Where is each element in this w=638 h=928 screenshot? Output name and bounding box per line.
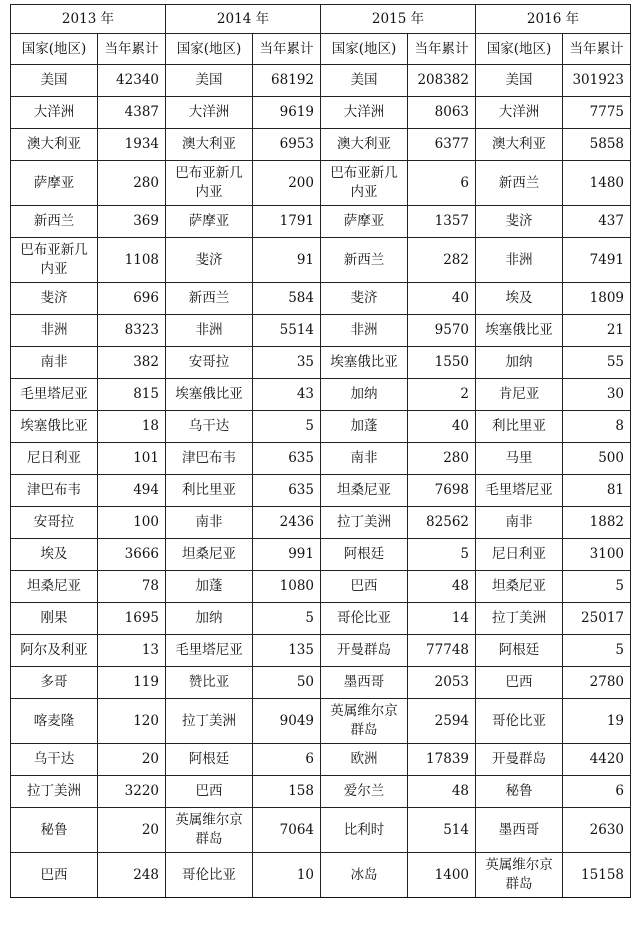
table-row [11,443,631,475]
country-cell: 利比里亚 [166,475,253,507]
country-cell: 哥伦比亚 [476,699,563,744]
table-row [11,129,631,161]
cumulative-cell: 991 [253,539,321,571]
cumulative-cell: 1695 [98,603,166,635]
country-cell: 加纳 [476,347,563,379]
country-cell: 新西兰 [321,238,408,283]
country-cell: 喀麦隆 [11,699,98,744]
country-cell: 毛里塔尼亚 [476,475,563,507]
country-cell: 新西兰 [476,161,563,206]
country-cell: 阿根廷 [166,744,253,776]
cumulative-cell: 2 [408,379,476,411]
cumulative-cell: 1480 [563,161,631,206]
cumulative-cell: 82562 [408,507,476,539]
country-cell: 利比里亚 [476,411,563,443]
country-cell: 加纳 [321,379,408,411]
country-cell: 安哥拉 [166,347,253,379]
country-cell: 埃及 [476,283,563,315]
country-cell: 拉丁美洲 [476,603,563,635]
country-cell: 萨摩亚 [321,206,408,238]
country-cell: 英属维尔京群岛 [321,699,408,744]
table-row [11,808,631,853]
cumulative-cell: 25017 [563,603,631,635]
country-cell: 乌干达 [11,744,98,776]
table-row [11,699,631,744]
country-cell: 哥伦比亚 [166,853,253,898]
cumulative-cell: 437 [563,206,631,238]
country-cell: 非洲 [11,315,98,347]
cumulative-cell: 13 [98,635,166,667]
country-cell: 萨摩亚 [166,206,253,238]
country-cell: 冰岛 [321,853,408,898]
country-cell: 埃及 [11,539,98,571]
cumulative-cell: 48 [408,571,476,603]
cumulative-cell: 382 [98,347,166,379]
cumulative-cell: 5 [253,411,321,443]
country-cell: 安哥拉 [11,507,98,539]
cumulative-cell: 2436 [253,507,321,539]
country-cell: 南非 [476,507,563,539]
cumulative-cell: 500 [563,443,631,475]
country-cell: 澳大利亚 [166,129,253,161]
table-row [11,411,631,443]
country-cell: 阿尔及利亚 [11,635,98,667]
country-cell: 英属维尔京群岛 [166,808,253,853]
country-cell: 欧洲 [321,744,408,776]
country-cell: 秘鲁 [11,808,98,853]
cumulative-cell: 91 [253,238,321,283]
cumulative-cell: 1882 [563,507,631,539]
country-cell: 埃塞俄比亚 [166,379,253,411]
country-cell: 巴西 [321,571,408,603]
country-cell: 开曼群岛 [476,744,563,776]
cumulative-cell: 2780 [563,667,631,699]
cumulative-cell: 17839 [408,744,476,776]
table-row [11,776,631,808]
country-cell: 坦桑尼亚 [476,571,563,603]
cumulative-cell: 1108 [98,238,166,283]
country-cell: 巴西 [166,776,253,808]
country-cell: 巴西 [11,853,98,898]
country-cell: 美国 [476,65,563,97]
table-row [11,635,631,667]
cumulative-cell: 635 [253,443,321,475]
table-row [11,206,631,238]
country-cell: 加蓬 [166,571,253,603]
cumulative-cell: 248 [98,853,166,898]
cumulative-cell: 3220 [98,776,166,808]
cumulative-cell: 119 [98,667,166,699]
year-header: 2015 年 [321,5,476,34]
cumulative-cell: 5 [563,571,631,603]
country-cell: 秘鲁 [476,776,563,808]
table-row [11,238,631,283]
country-cell: 非洲 [166,315,253,347]
country-cell: 尼日利亚 [11,443,98,475]
country-cell: 大洋洲 [321,97,408,129]
table-row [11,97,631,129]
cumulative-cell: 4387 [98,97,166,129]
cumulative-cell: 696 [98,283,166,315]
table-row [11,571,631,603]
cumulative-cell: 200 [253,161,321,206]
country-cell: 南非 [321,443,408,475]
cumulative-cell: 55 [563,347,631,379]
cumulative-cell: 301923 [563,65,631,97]
cumulative-cell: 7064 [253,808,321,853]
country-cell: 大洋洲 [166,97,253,129]
country-cell: 大洋洲 [11,97,98,129]
country-cell: 加蓬 [321,411,408,443]
country-cell: 肯尼亚 [476,379,563,411]
country-cell: 非洲 [321,315,408,347]
country-cell: 巴布亚新几内亚 [166,161,253,206]
cumulative-cell: 15158 [563,853,631,898]
country-cell: 澳大利亚 [321,129,408,161]
cumulative-cell: 6 [253,744,321,776]
country-cell: 哥伦比亚 [321,603,408,635]
cumulative-cell: 815 [98,379,166,411]
country-column-header: 国家(地区) [476,34,563,65]
cumulative-cell: 584 [253,283,321,315]
cumulative-cell: 2053 [408,667,476,699]
country-cell: 刚果 [11,603,98,635]
cumulative-cell: 635 [253,475,321,507]
cumulative-cell: 5 [253,603,321,635]
country-cell: 埃塞俄比亚 [321,347,408,379]
cumulative-cell: 68192 [253,65,321,97]
country-cell: 乌干达 [166,411,253,443]
cumulative-cell: 50 [253,667,321,699]
cumulative-cell: 120 [98,699,166,744]
country-cell: 开曼群岛 [321,635,408,667]
cumulative-cell: 42340 [98,65,166,97]
cumulative-cell: 494 [98,475,166,507]
cumulative-column-header: 当年累计 [253,34,321,65]
cumulative-cell: 40 [408,411,476,443]
table-row [11,283,631,315]
cumulative-cell: 1357 [408,206,476,238]
table-body [11,65,631,898]
country-cell: 英属维尔京群岛 [476,853,563,898]
country-cell: 津巴布韦 [11,475,98,507]
country-cell: 阿根廷 [476,635,563,667]
table-row [11,475,631,507]
cumulative-cell: 30 [563,379,631,411]
cumulative-cell: 40 [408,283,476,315]
table-row [11,853,631,898]
country-cell: 美国 [11,65,98,97]
cumulative-cell: 514 [408,808,476,853]
country-cell: 新西兰 [11,206,98,238]
country-cell: 阿根廷 [321,539,408,571]
cumulative-column-header: 当年累计 [98,34,166,65]
cumulative-cell: 1550 [408,347,476,379]
table-row [11,315,631,347]
cumulative-cell: 158 [253,776,321,808]
country-cell: 美国 [321,65,408,97]
year-header: 2014 年 [166,5,321,34]
country-cell: 大洋洲 [476,97,563,129]
cumulative-cell: 19 [563,699,631,744]
country-cell: 南非 [11,347,98,379]
table-row [11,65,631,97]
cumulative-cell: 1400 [408,853,476,898]
cumulative-cell: 5 [408,539,476,571]
table-row [11,347,631,379]
cumulative-cell: 18 [98,411,166,443]
cumulative-cell: 1791 [253,206,321,238]
cumulative-cell: 7775 [563,97,631,129]
cumulative-cell: 101 [98,443,166,475]
investment-table [10,4,631,898]
cumulative-cell: 35 [253,347,321,379]
country-cell: 津巴布韦 [166,443,253,475]
country-cell: 马里 [476,443,563,475]
country-column-header: 国家(地区) [11,34,98,65]
cumulative-cell: 4420 [563,744,631,776]
table-row [11,744,631,776]
cumulative-cell: 77748 [408,635,476,667]
cumulative-cell: 100 [98,507,166,539]
cumulative-cell: 43 [253,379,321,411]
cumulative-cell: 5 [563,635,631,667]
cumulative-cell: 5858 [563,129,631,161]
cumulative-cell: 208382 [408,65,476,97]
country-cell: 墨西哥 [476,808,563,853]
country-cell: 斐济 [476,206,563,238]
country-cell: 拉丁美洲 [321,507,408,539]
country-cell: 墨西哥 [321,667,408,699]
cumulative-cell: 282 [408,238,476,283]
country-cell: 多哥 [11,667,98,699]
year-header: 2016 年 [476,5,631,34]
cumulative-cell: 9049 [253,699,321,744]
cumulative-cell: 369 [98,206,166,238]
cumulative-cell: 7698 [408,475,476,507]
country-cell: 澳大利亚 [476,129,563,161]
country-cell: 新西兰 [166,283,253,315]
cumulative-cell: 10 [253,853,321,898]
cumulative-cell: 5514 [253,315,321,347]
country-cell: 斐济 [11,283,98,315]
country-cell: 拉丁美洲 [11,776,98,808]
table-row [11,161,631,206]
cumulative-cell: 78 [98,571,166,603]
country-cell: 坦桑尼亚 [11,571,98,603]
cumulative-cell: 6953 [253,129,321,161]
cumulative-cell: 2630 [563,808,631,853]
cumulative-cell: 3100 [563,539,631,571]
country-cell: 埃塞俄比亚 [11,411,98,443]
country-cell: 斐济 [321,283,408,315]
cumulative-cell: 8323 [98,315,166,347]
cumulative-cell: 48 [408,776,476,808]
country-cell: 斐济 [166,238,253,283]
cumulative-column-header: 当年累计 [408,34,476,65]
country-cell: 坦桑尼亚 [321,475,408,507]
cumulative-cell: 6 [563,776,631,808]
country-cell: 巴布亚新几内亚 [11,238,98,283]
country-cell: 巴布亚新几内亚 [321,161,408,206]
cumulative-cell: 135 [253,635,321,667]
country-cell: 埃塞俄比亚 [476,315,563,347]
country-column-header: 国家(地区) [166,34,253,65]
cumulative-cell: 14 [408,603,476,635]
country-cell: 加纳 [166,603,253,635]
cumulative-cell: 20 [98,744,166,776]
cumulative-cell: 8063 [408,97,476,129]
cumulative-cell: 280 [98,161,166,206]
table-row [11,507,631,539]
cumulative-cell: 81 [563,475,631,507]
cumulative-cell: 8 [563,411,631,443]
country-cell: 巴西 [476,667,563,699]
cumulative-cell: 280 [408,443,476,475]
country-cell: 澳大利亚 [11,129,98,161]
table-row [11,539,631,571]
table-row [11,603,631,635]
cumulative-column-header: 当年累计 [563,34,631,65]
country-cell: 坦桑尼亚 [166,539,253,571]
cumulative-cell: 9570 [408,315,476,347]
cumulative-cell: 7491 [563,238,631,283]
country-cell: 南非 [166,507,253,539]
country-cell: 尼日利亚 [476,539,563,571]
cumulative-cell: 1809 [563,283,631,315]
country-cell: 比利时 [321,808,408,853]
cumulative-cell: 9619 [253,97,321,129]
country-cell: 美国 [166,65,253,97]
year-header: 2013 年 [11,5,166,34]
cumulative-cell: 1934 [98,129,166,161]
cumulative-cell: 21 [563,315,631,347]
cumulative-cell: 20 [98,808,166,853]
table-row [11,667,631,699]
table-row [11,379,631,411]
country-cell: 拉丁美洲 [166,699,253,744]
cumulative-cell: 6377 [408,129,476,161]
country-column-header: 国家(地区) [321,34,408,65]
cumulative-cell: 6 [408,161,476,206]
country-cell: 赞比亚 [166,667,253,699]
cumulative-cell: 2594 [408,699,476,744]
country-cell: 非洲 [476,238,563,283]
cumulative-cell: 3666 [98,539,166,571]
country-cell: 爱尔兰 [321,776,408,808]
country-cell: 萨摩亚 [11,161,98,206]
cumulative-cell: 1080 [253,571,321,603]
country-cell: 毛里塔尼亚 [11,379,98,411]
country-cell: 毛里塔尼亚 [166,635,253,667]
